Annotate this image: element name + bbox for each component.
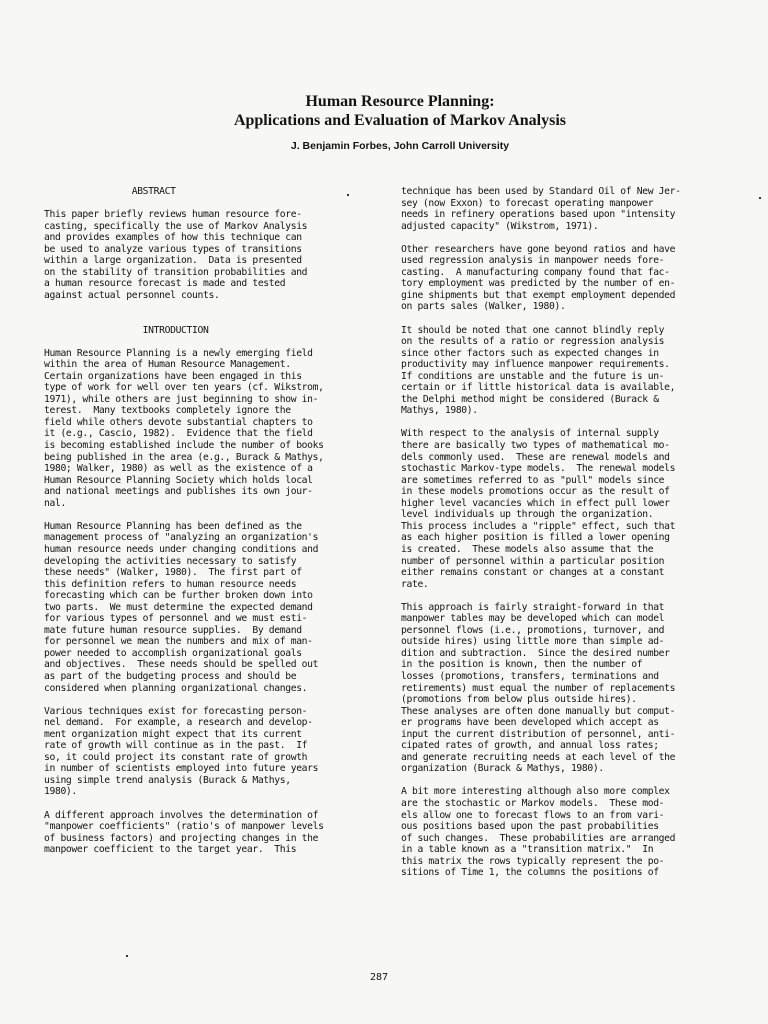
right-paragraph-6: A bit more interesting although also more complex are the stochastic or Markov models. These mod- els allow one to forecast flows to an from vari- ous positions based upon the past probabilities of such changes. These probabilities are arranged in a table known as a "transition matrix." In this matrix the rows typically represent the po- sitions of Time 1, the columns the positions of: [401, 786, 676, 879]
right-paragraph-2: Other researchers have gone beyond ratios and have used regression analysis in manpower needs fore- casting. A manufacturing company found that fac- tory employment was predicted by the number of en- gine shipments but that exempt employment depended on parts sales (Walker, 1980).: [401, 243, 676, 313]
right-paragraph-4: With respect to the analysis of internal supply there are basically two types of mathematical mo- dels commonly used. These are renewal models and stochastic Markov-type models. The renewal models are sometimes referred to as "pull" models since in these models promotions occur as the result of higher level vacancies which in effect pull lower level individuals up through the organization. This process includes a "ripple" effect, such that as each higher position is filled a lower opening is created. These models also assume that the number of personnel within a particular position either remains constant or changes at a constant rate.: [401, 428, 676, 590]
abstract-heading: ABSTRACT: [44, 186, 176, 197]
intro-paragraph-1: Human Resource Planning is a newly emerging field within the area of Human Resource Management. Certain organizations have been engaged in this type of work for well over ten years (cf. Wikstrom, 1971), while others are just beginning to show in- terest. Many textbooks completely ignore the field while others devote substantial chapters to it (e.g., Cascio, 1982). Evidence that the field is becoming established include the number of books being published in the area (e.g., Burack & Mathys, 1980; Walker, 1980) as well as the existence of a Human Resource Planning Society which holds local and national meetings and publishes its own jour- nal.: [44, 347, 324, 509]
intro-paragraph-4: A different approach involves the determination of "manpower coefficients" (ratio's of manpower levels of business factors) and projecting changes in the manpower coefficient to the target year. This: [44, 809, 324, 856]
scan-speck: [126, 955, 128, 957]
author-affiliation: J. Benjamin Forbes, John Carroll University: [290, 140, 510, 152]
paper-title-line-2: Applications and Evaluation of Markov Analysis: [233, 112, 567, 129]
introduction-heading: INTRODUCTION: [142, 324, 209, 336]
intro-paragraph-3: Various techniques exist for forecasting person- nel demand. For example, a research and develop- ment organization might expect that its current rate of growth will continue as in the past. If so, it could project its constant rate of growth in number of scientists employed into future years using simple trend analysis (Burack & Mathys, 1980).: [44, 705, 319, 798]
right-paragraph-5: This approach is fairly straight-forward in that manpower tables may be developed which can model personnel flows (i.e., promotions, turnover, and outside hires) using little more than simple ad- dition and subtraction. Since the desired number in the position is known, then the number of losses (promotions, transfers, terminations and retirements) must equal the number of replacements (promotions from below plus outside hires). These analyses are often done manually but comput- er programs have been developed which accept as input the current distribution of personnel, anti- cipated rates of growth, and annual loss rates; and generate recruiting needs at each level of the organization (Burack & Mathys, 1980).: [401, 601, 676, 775]
paper-title-line-1: Human Resource Planning:: [305, 93, 495, 110]
left-column: [44, 186, 369, 867]
page-number: 287: [370, 972, 389, 983]
right-paragraph-1: technique has been used by Standard Oil of New Jer- sey (now Exxon) to forecast operating manpower needs in refinery operations based upon "intensity adjusted capacity" (Wikstrom, 1971).: [401, 186, 681, 232]
right-paragraph-3: It should be noted that one cannot blindly reply on the results of a ratio or regression analysis since other factors such as expected changes in productivity may influence manpower requirements. If conditions are unstable and the future is un- certain or if little historical data is available, the Delphi method might be considered (Burack & Mathys, 1980).: [401, 324, 676, 417]
right-column: [401, 186, 726, 890]
title-block: [0, 92, 768, 152]
abstract-text: This paper briefly reviews human resource fore- casting, specifically the use of Markov Analysis and provides examples of how this technique can be used to analyze various types of transitions within a large organization. Data is presented on the stability of transition probabilities and a human resource forecast is made and tested against actual personnel counts.: [44, 209, 308, 301]
intro-paragraph-2: Human Resource Planning has been defined as the management process of "analyzing an organization's human resource needs under changing conditions and developing the activities necessary to satisfy these needs" (Walker, 1980). The first part of this definition refers to human resource needs forecasting which can be further broken down into two parts. We must determine the expected demand for various types of personnel and we must esti- mate future human resource supplies. By demand for personnel we mean the numbers and mix of man- power needed to accomplish organizational goals and objectives. These needs should be spelled out as part of the budgeting process and should be considered when planning organizational changes.: [44, 520, 319, 694]
scan-speck: [347, 194, 349, 196]
scan-speck: [759, 197, 761, 199]
